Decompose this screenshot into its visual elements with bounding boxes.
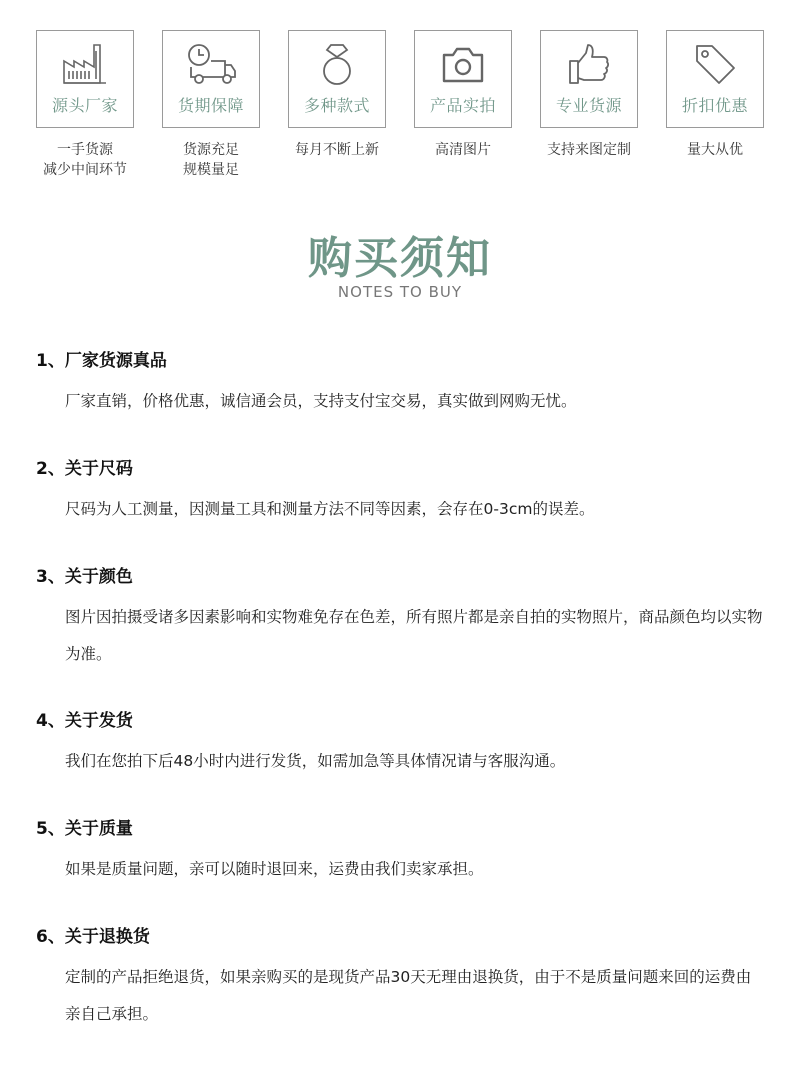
feature-discount (652, 30, 778, 160)
feature-real-photos (400, 30, 526, 160)
page-title: 购买须知 (308, 233, 492, 284)
feature-label: 产品实拍 (429, 96, 496, 115)
feature-caption (526, 140, 652, 160)
note-heading: 4、关于发货 (36, 711, 133, 731)
caption-line: 高清图片 (435, 142, 491, 158)
price-tag-icon (692, 41, 738, 87)
note-body: 图片因拍摄受诸多因素影响和实物难免存在色差，所有照片都是亲自拍的实物照片，商品颜色均以实物为准。 (65, 608, 763, 663)
note-body: 我们在您拍下后48小时内进行发货，如需加急等具体情况请与客服沟通。 (65, 752, 566, 770)
note-item (36, 349, 766, 420)
feature-caption (400, 140, 526, 160)
thumbs-up-icon (566, 41, 612, 87)
feature-label: 折扣优惠 (681, 96, 748, 115)
feature-caption (274, 140, 400, 160)
caption-line: 支持来图定制 (547, 142, 631, 158)
note-heading: 1、厂家货源真品 (36, 351, 167, 371)
note-item (36, 565, 766, 673)
feature-delivery (148, 30, 274, 180)
caption-line: 减少中间环节 (43, 162, 127, 178)
feature-caption (22, 140, 148, 180)
note-heading: 5、关于质量 (36, 819, 133, 839)
ring-icon (317, 41, 357, 87)
feature-box (414, 30, 512, 128)
feature-caption (148, 140, 274, 180)
feature-box (540, 30, 638, 128)
feature-box (162, 30, 260, 128)
note-item (36, 457, 766, 528)
factory-icon (60, 41, 110, 87)
note-heading: 6、关于退换货 (36, 927, 150, 947)
note-body: 厂家直销，价格优惠，诚信通会员，支持支付宝交易，真实做到网购无忧。 (65, 392, 577, 410)
note-item (36, 709, 766, 780)
note-item (36, 925, 766, 1033)
feature-styles (274, 30, 400, 160)
feature-label: 多种款式 (303, 96, 370, 115)
caption-line: 一手货源 (57, 142, 113, 158)
note-heading: 2、关于尺码 (36, 459, 133, 479)
caption-line: 货源充足 (183, 142, 239, 158)
feature-label: 源头厂家 (51, 96, 118, 115)
caption-line: 规模量足 (183, 162, 239, 178)
note-item (36, 817, 766, 888)
camera-icon (440, 41, 486, 87)
feature-box (288, 30, 386, 128)
feature-box (666, 30, 764, 128)
delivery-truck-icon (185, 41, 237, 87)
caption-line: 量大从优 (687, 142, 743, 158)
feature-box (36, 30, 134, 128)
caption-line: 每月不断上新 (295, 142, 379, 158)
note-body: 定制的产品拒绝退货，如果亲购买的是现货产品30天无理由退换货，由于不是质量问题来回的运费由亲自己承担。 (65, 968, 752, 1023)
note-heading: 3、关于颜色 (36, 567, 133, 587)
feature-caption (652, 140, 778, 160)
feature-label: 货期保障 (177, 96, 244, 115)
page-subtitle: NOTES TO BUY (337, 283, 463, 301)
note-body: 尺码为人工测量，因测量工具和测量方法不同等因素，会存在0-3cm的误差。 (65, 500, 595, 518)
feature-source-factory (22, 30, 148, 180)
feature-pro-source (526, 30, 652, 160)
note-body: 如果是质量问题，亲可以随时退回来，运费由我们卖家承担。 (65, 860, 484, 878)
feature-strip (0, 0, 800, 200)
feature-label: 专业货源 (555, 96, 622, 115)
